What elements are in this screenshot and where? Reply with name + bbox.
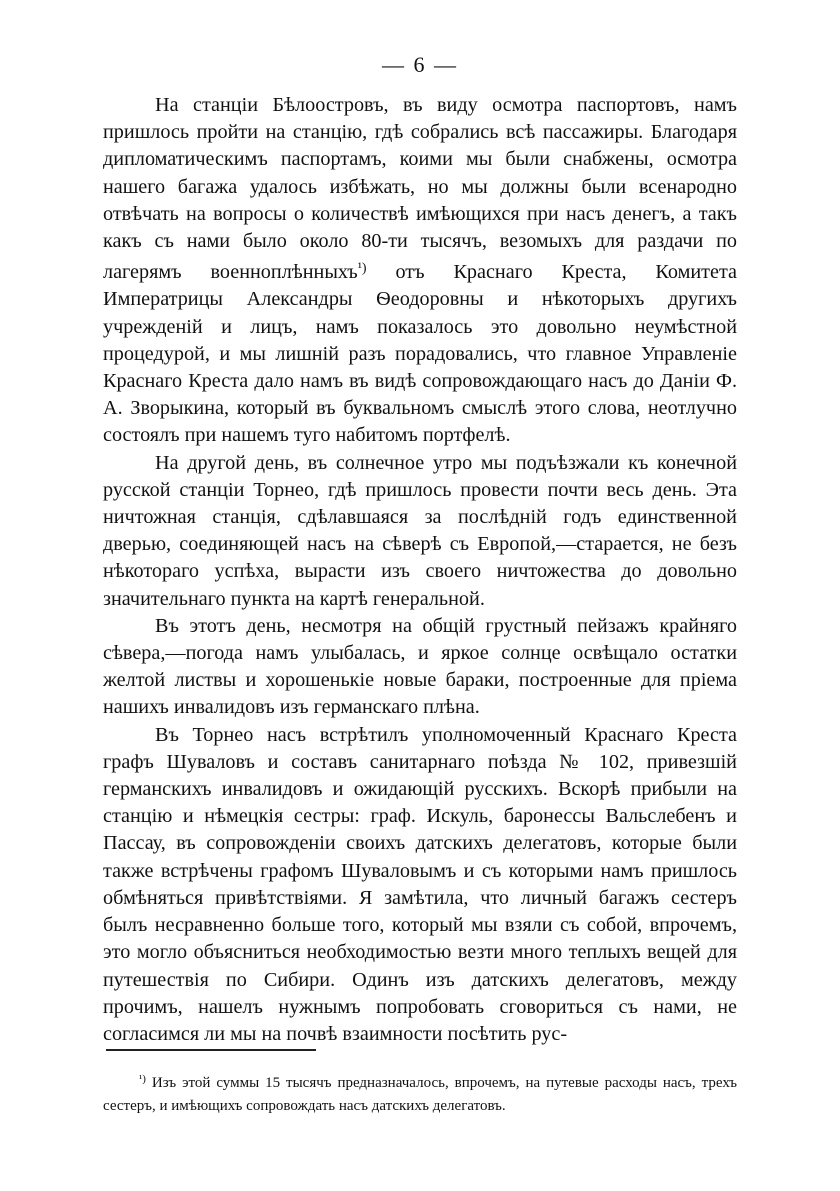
paragraph-3: Въ этотъ день, несмотря на общій грустный пейзажъ крайняго сѣвера,—погода намъ улыбалась, и яркое солнце освѣщало остатки желтой листвы и хорошенькіе новые бараки, построенные для пріема нашихъ инвалидовъ изъ германскаго плѣна. xyxy=(103,614,737,719)
paragraph-1 xyxy=(103,92,737,450)
footnote-text: Изъ этой суммы 15 тысячъ предназначалось, впрочемъ, на путевые расходы насъ, трехъ сестеръ, и имѣющихъ сопровождать насъ датскихъ делегатовъ. xyxy=(103,1075,737,1114)
paragraph-1-text-a: На станціи Бѣлоостровъ, въ виду осмотра паспортовъ, намъ пришлось пройти на станцію, гдѣ собрались всѣ пассажиры. Благодаря дипломатическимъ паспортамъ, коими мы были снабжены, осмотра нашего багажа удалось избѣжать, но мы должны были всенародно отвѣчать на вопросы о количествѣ имѣющихся при насъ денегъ, а такъ какъ съ нами было около 80-ти тысячъ, везомыхъ для раздачи по лагерямъ военноплѣнныхъ xyxy=(103,94,737,284)
main-text xyxy=(103,92,737,1048)
paragraph-1-text-b: отъ Краснаго Креста, Комитета Императрицы Александры Ѳеодоровны и нѣкоторыхъ другихъ учрежденій и лицъ, намъ показалось это довольно неумѣстной процедурой, и мы лишній разъ порадовались, что главное Управленіе Краснаго Креста дало намъ въ видѣ сопровождающаго насъ до Даніи Ф. А. Зворыкина, который въ буквальномъ смыслѣ этого слова, неотлучно состоялъ при нашемъ туго набитомъ портфелѣ. xyxy=(103,261,737,447)
footnote-mark: ¹) xyxy=(139,1073,146,1085)
footnote-divider xyxy=(106,1049,316,1051)
paragraph-4: Въ Торнео насъ встрѣтилъ уполномоченный Краснаго Креста графъ Шуваловъ и составъ санитарнаго поѣзда № 102, привезшій германскихъ инвалидовъ и ожидающій русскихъ. Вскорѣ прибыли на станцію и нѣмецкія сестры: граф. Искуль, баронессы Вальслебенъ и Пассау, въ сопровожденіи своихъ датскихъ делегатовъ, которые были также встрѣчены графомъ Шуваловымъ и съ которыми намъ пришлось обмѣняться привѣтствіями. Я замѣтила, что личный багажъ сестеръ былъ несравненно больше того, который мы взяли съ собой, впрочемъ, это могло объясниться необходимостью везти много теплыхъ вещей для путешествія по Сибири. Одинъ изъ датскихъ делегатовъ, между прочимъ, нашелъ нужнымъ попробовать сговориться съ нами, не согласимся ли мы на почвѣ взаимности посѣтить рус- xyxy=(103,723,737,1045)
page-number: — 6 — xyxy=(382,52,458,77)
footnote xyxy=(103,1068,737,1118)
footnote-reference: ¹) xyxy=(357,261,367,277)
paragraph-2: На другой день, въ солнечное утро мы подъѣзжали къ конечной русской станціи Торнео, гдѣ пришлось провести почти весь день. Эта ничтожная станція, сдѣлавшаяся за послѣдній годъ единственной дверью, соединяющей насъ на сѣверѣ съ Европой,—старается, не безъ нѣкотораго успѣха, вырасти изъ своего ничтожества до довольно значительнаго пункта на картѣ генеральной. xyxy=(103,451,737,610)
